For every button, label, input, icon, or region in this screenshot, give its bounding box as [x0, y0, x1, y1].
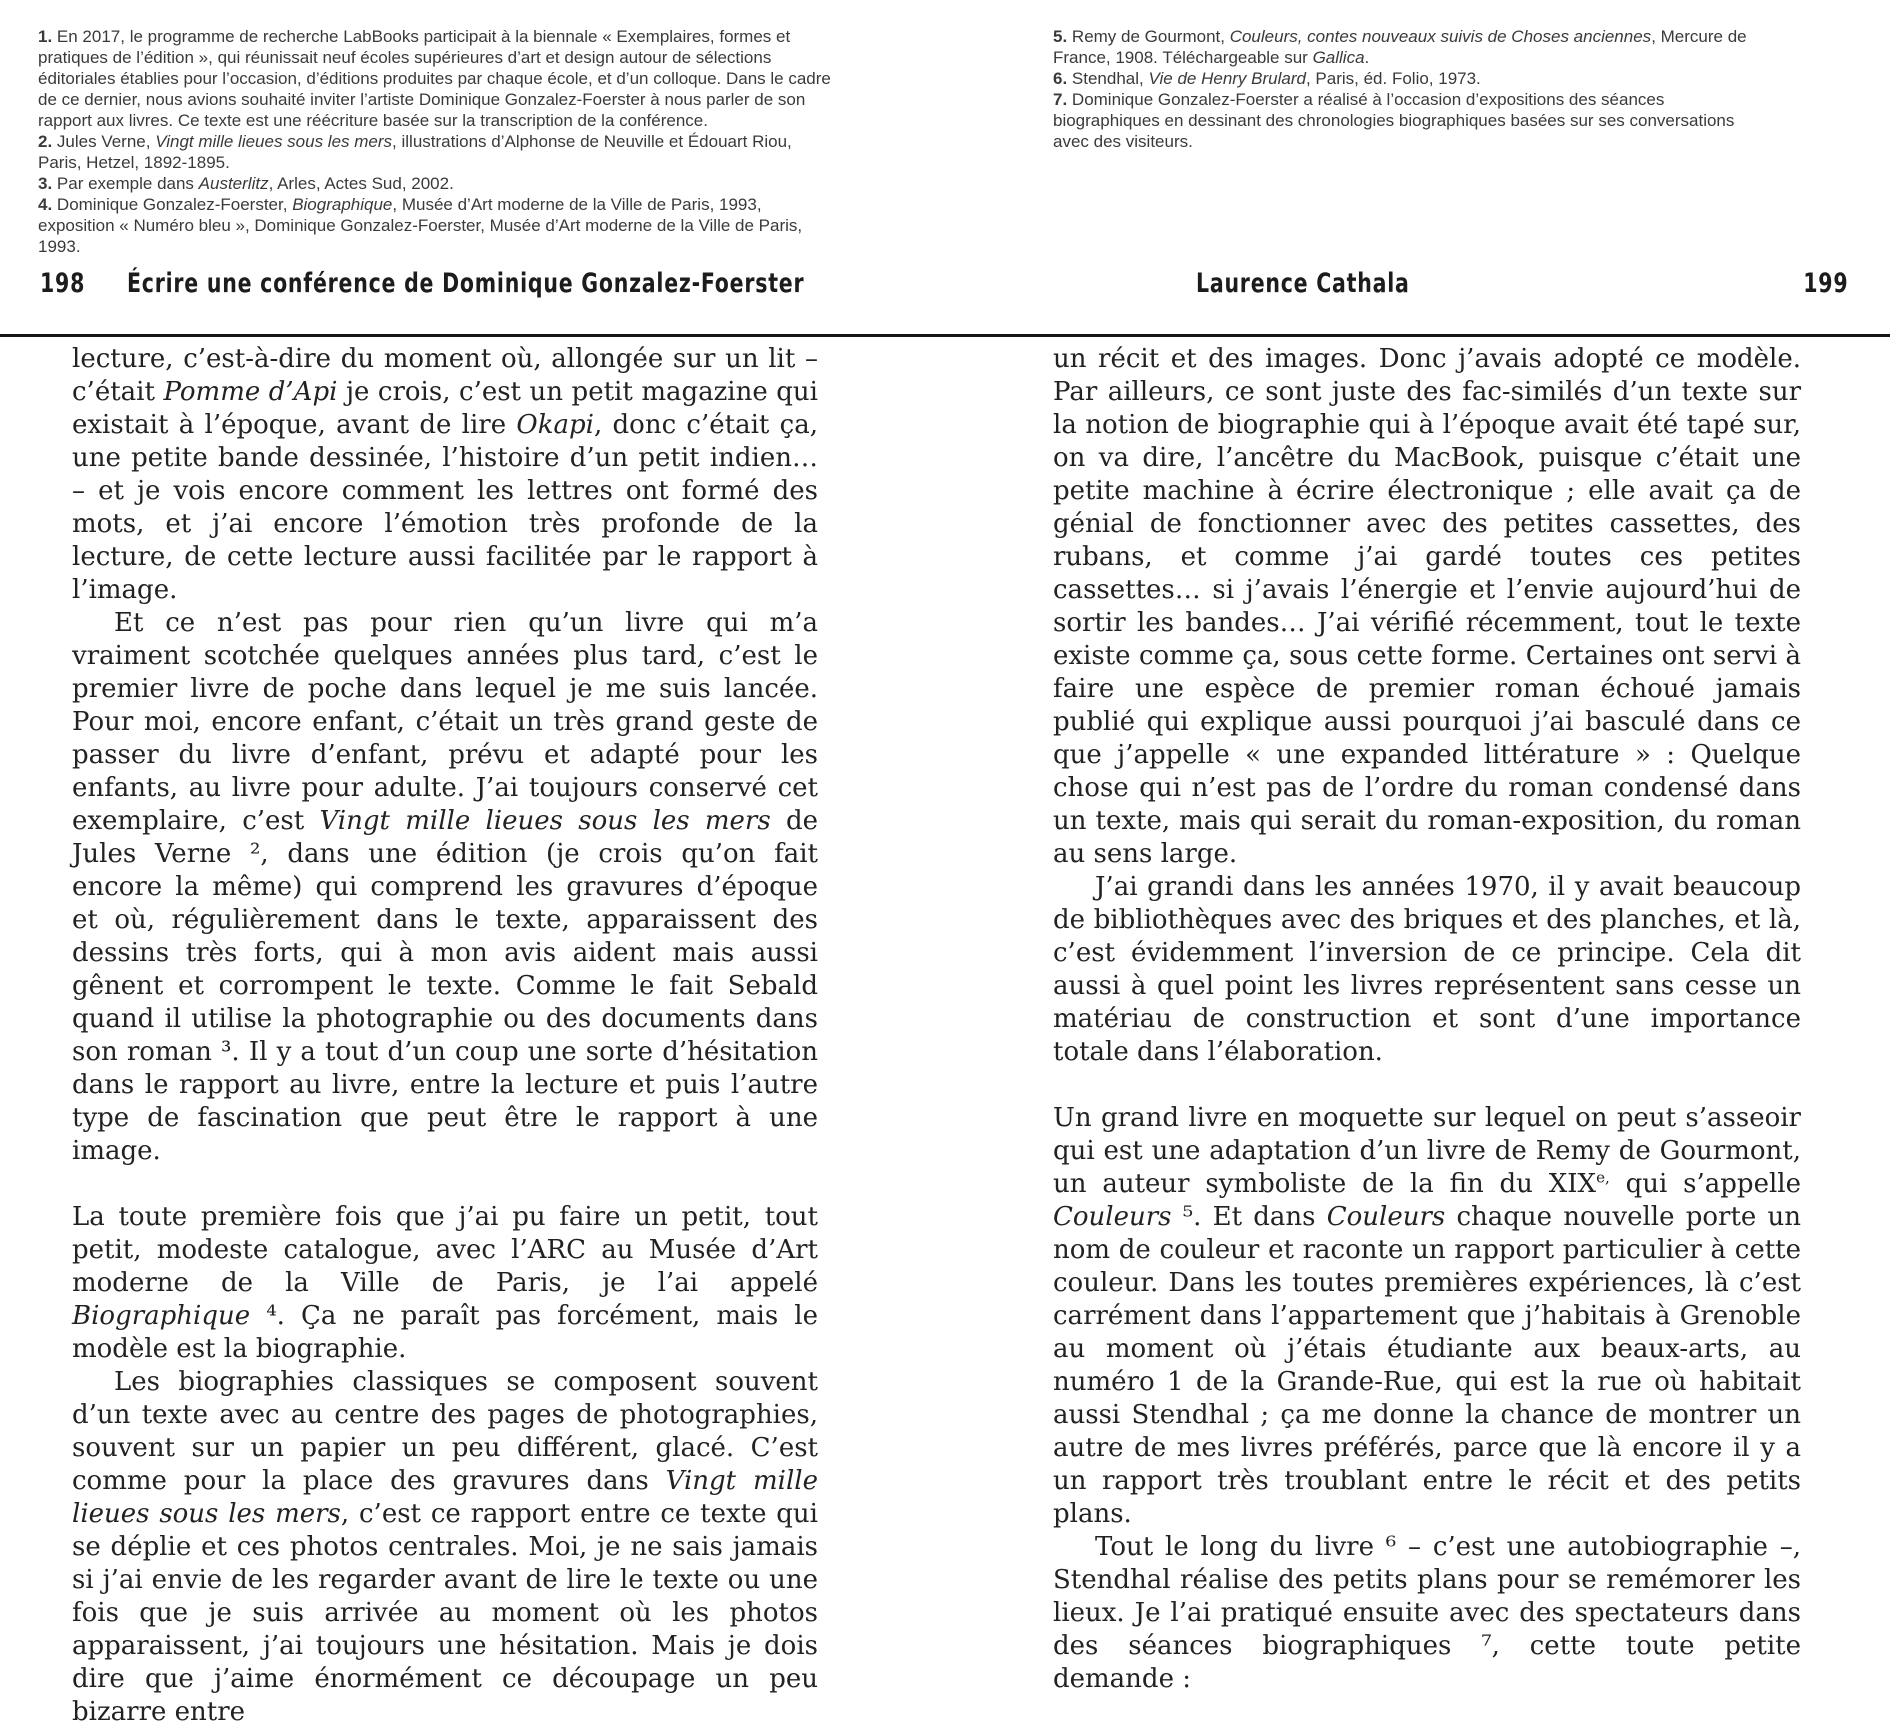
text-run: 1. — [38, 27, 53, 46]
paragraph — [38, 131, 833, 173]
text-run: Par exemple dans — [52, 174, 199, 193]
text-run: e, — [1596, 1168, 1610, 1187]
paragraph — [1053, 68, 1753, 89]
text-run: En 2017, le programme de recherche LabBooks participait à la biennale « Exemplaires, formes et pratiques de l’édition », qui réunissait neuf écoles supérieures d’art et design autour de sélections éditoriales établies pour l’occasion, d’éditions produites par chaque école, et d’un colloque. Dans le cadre de ce dernier, nous avions souhaité inviter l’artiste Dominique Gonzalez-Foerster à nous parler de son rapport aux livres. Ce texte est une réécriture basée sur la transcription de la conférence. — [38, 27, 831, 130]
text-run: , Musée d’Art moderne de la Ville de Paris, 1993, exposition « Numéro bleu », Dominique Gonzalez-Foerster, Musée d’Art moderne de la Ville de Paris, 1993. — [38, 195, 803, 256]
text-run: , Mercure de France, 1908. Téléchargeable sur — [1053, 27, 1747, 67]
text-run: Vingt mille lieues sous les mers — [319, 806, 771, 836]
text-run: 7. — [1053, 90, 1068, 109]
footnotes-left-page — [38, 26, 833, 257]
text-run: , c’est ce rapport entre ce texte qui se déplie et ces photos centrales. Moi, je ne sais jamais si j’ai envie de les regarder avant de lire le texte ou une fois que je suis arrivée au moment où les photos apparaissent, j’ai toujours une hésitation. Mais je dois dire que j’aime énormément ce découpage un peu bizarre entre — [72, 1499, 818, 1727]
paragraph — [38, 173, 833, 194]
body-column-right — [1053, 343, 1801, 1696]
text-run: 3. — [38, 174, 53, 193]
text-run: Tout le long du livre ⁶ – c’est une autobiographie –, Stendhal réalise des petits plans pour se remémorer les lieux. Je l’ai pratiqué ensuite avec des spectateurs dans des séances biographiques ⁷, cette toute petite demande : — [1053, 1532, 1801, 1694]
paragraph — [1053, 871, 1801, 1069]
text-run: 5. — [1053, 27, 1068, 46]
text-run: Okapi — [516, 410, 594, 440]
text-run: Couleurs, contes nouveaux suivis de Choses anciennes — [1229, 27, 1652, 46]
text-run: Biographique — [292, 195, 393, 214]
text-run: Biographique — [72, 1301, 251, 1331]
text-run: . — [1364, 48, 1370, 67]
text-run: je crois, c’est un petit magazine qui existait à l’époque, avant de lire — [72, 377, 818, 440]
text-run: Dominique Gonzalez-Foerster a réalisé à l’occasion d’expositions des séances biographiques en dessinant des chronologies biographiques basées sur ses conversations avec des visiteurs. — [1053, 90, 1735, 151]
paragraph — [38, 194, 833, 257]
footnotes-right-page — [1053, 26, 1753, 152]
paragraph — [72, 1366, 818, 1729]
paragraph — [1053, 1531, 1801, 1696]
text-run: ⁵. Et dans — [1171, 1202, 1327, 1232]
page-number-right: 199 — [1802, 268, 1848, 299]
paragraph — [38, 26, 833, 131]
running-title-left: Écrire une conférence de Dominique Gonzalez-Foerster — [127, 268, 805, 299]
paragraph — [1053, 26, 1753, 68]
running-title-right: Laurence Cathala — [1196, 268, 1410, 299]
text-run: Et ce n’est pas pour rien qu’un livre qui m’a vraiment scotchée quelques années plus tard, c’est le premier livre de poche dans lequel je me suis lancée. Pour moi, encore enfant, c’était un très grand geste de passer du livre d’enfant, prévu et adapté pour les enfants, au livre pour adulte. J’ai toujours conservé cet exemplaire, c’est — [72, 608, 818, 836]
text-run: Couleurs — [1326, 1202, 1446, 1232]
text-run: , Arles, Actes Sud, 2002. — [268, 174, 454, 193]
text-run: qui s’appelle — [1609, 1169, 1801, 1199]
text-run: 2. — [38, 132, 53, 151]
header-rule — [0, 334, 1890, 337]
paragraph — [1053, 89, 1753, 152]
page-number-left: 198 — [40, 268, 86, 299]
text-run: Jules Verne, — [52, 132, 156, 151]
paragraph — [72, 343, 818, 607]
text-run: Vingt mille lieues sous les mers — [155, 132, 393, 151]
text-run: Stendhal, — [1067, 69, 1149, 88]
text-run: Couleurs — [1053, 1202, 1172, 1232]
text-run: , donc c’était ça, une petite bande dessinée, l’histoire d’un petit indien… – et je vois encore comment les lettres ont formé des mots, et j’ai encore l’émotion très profonde de la lecture, de cette lecture aussi facilitée par le rapport à l’image. — [72, 410, 818, 605]
text-run: chaque nouvelle porte un nom de couleur et raconte un rapport particulier à cette couleur. Dans les toutes premières expériences, là c’est carrément dans l’appartement que j’habitais à Grenoble au moment où j’étais étudiante aux beaux-arts, au numéro 1 de la Grande-Rue, qui est la rue où habitait aussi Stendhal ; ça me donne la chance de montrer un autre de mes livres préférés, parce que là encore il y a un rapport très troublant entre le récit et des petits plans. — [1053, 1202, 1801, 1529]
text-run: J’ai grandi dans les années 1970, il y avait beaucoup de bibliothèques avec des briques et des planches, et là, c’est évidemment l’inversion de ce principe. Cela dit aussi à quel point les livres représentent sans cesse un matériau de construction et sont d’une importance totale dans l’élaboration. — [1053, 872, 1801, 1067]
paragraph — [1053, 343, 1801, 871]
paragraph — [72, 607, 818, 1168]
paragraph — [72, 1201, 818, 1366]
text-run: Pomme d’Api — [163, 377, 338, 407]
text-run: Vingt mille lieues sous les mers — [72, 1466, 818, 1529]
text-run: 6. — [1053, 69, 1068, 88]
text-run: Gallica — [1312, 48, 1365, 67]
text-run: Remy de Gourmont, — [1067, 27, 1230, 46]
text-run: Vie de Henry Brulard — [1148, 69, 1306, 88]
text-run: un récit et des images. Donc j’avais adopté ce modèle. Par ailleurs, ce sont juste des fac-similés d’un texte sur la notion de biographie qui à l’époque avait été tapé sur, on va dire, l’ancêtre du MacBook, puisque c’était une petite machine à écrire électronique ; elle avait ça de génial de fonctionner avec des petites cassettes, des rubans, et comme j’ai gardé toutes ces petites cassettes… si j’avais l’énergie et l’envie aujourd’hui de sortir les bandes… J’ai vérifié récemment, tout le texte existe comme ça, sous cette forme. Certaines ont servi à faire une espèce de premier roman échoué jamais publié qui explique aussi pourquoi j’ai basculé dans ce que j’appelle « une expanded littérature » : Quelque chose qui n’est pas de l’ordre du roman condensé dans un texte, mais qui serait du roman-exposition, du roman au sens large. — [1053, 344, 1801, 869]
text-run: Dominique Gonzalez-Foerster, — [52, 195, 293, 214]
text-run: , illustrations d’Alphonse de Neuville et Édouart Riou, Paris, Hetzel, 1892-1895. — [38, 132, 792, 172]
text-run: , Paris, éd. Folio, 1973. — [1305, 69, 1481, 88]
text-run: Austerlitz — [198, 174, 269, 193]
text-run: 4. — [38, 195, 53, 214]
text-run: de Jules Verne ², dans une édition (je crois qu’on fait encore la même) qui comprend les gravures d’époque et où, régulièrement dans le texte, apparaissent des dessins très forts, qui à mon avis aident mais aussi gênent et corrompent le texte. Comme le fait Sebald quand il utilise la photographie ou des documents dans son roman ³. Il y a tout d’un coup une sorte d’hésitation dans le rapport au livre, entre la lecture et puis l’autre type de fascination que peut être le rapport à une image. — [72, 806, 818, 1166]
text-run: lecture, c’est-à-dire du moment où, allongée sur un lit – c’était — [72, 344, 818, 407]
text-run: Un grand livre en moquette sur lequel on peut s’asseoir qui est une adaptation d’un livre de Remy de Gourmont, un auteur symboliste de la fin du XIX — [1053, 1103, 1801, 1199]
paragraph — [1053, 1102, 1801, 1531]
text-run: La toute première fois que j’ai pu faire un petit, tout petit, modeste catalogue, avec l’ARC au Musée d’Art moderne de la Ville de Paris, je l’ai appelé — [72, 1202, 818, 1298]
text-run: ⁴. Ça ne paraît pas forcément, mais le modèle est la biographie. — [72, 1301, 818, 1364]
body-column-left — [72, 343, 818, 1729]
text-run: Les biographies classiques se composent souvent d’un texte avec au centre des pages de photographies, souvent sur un papier un peu différent, glacé. C’est comme pour la place des gravures dans — [72, 1367, 818, 1496]
